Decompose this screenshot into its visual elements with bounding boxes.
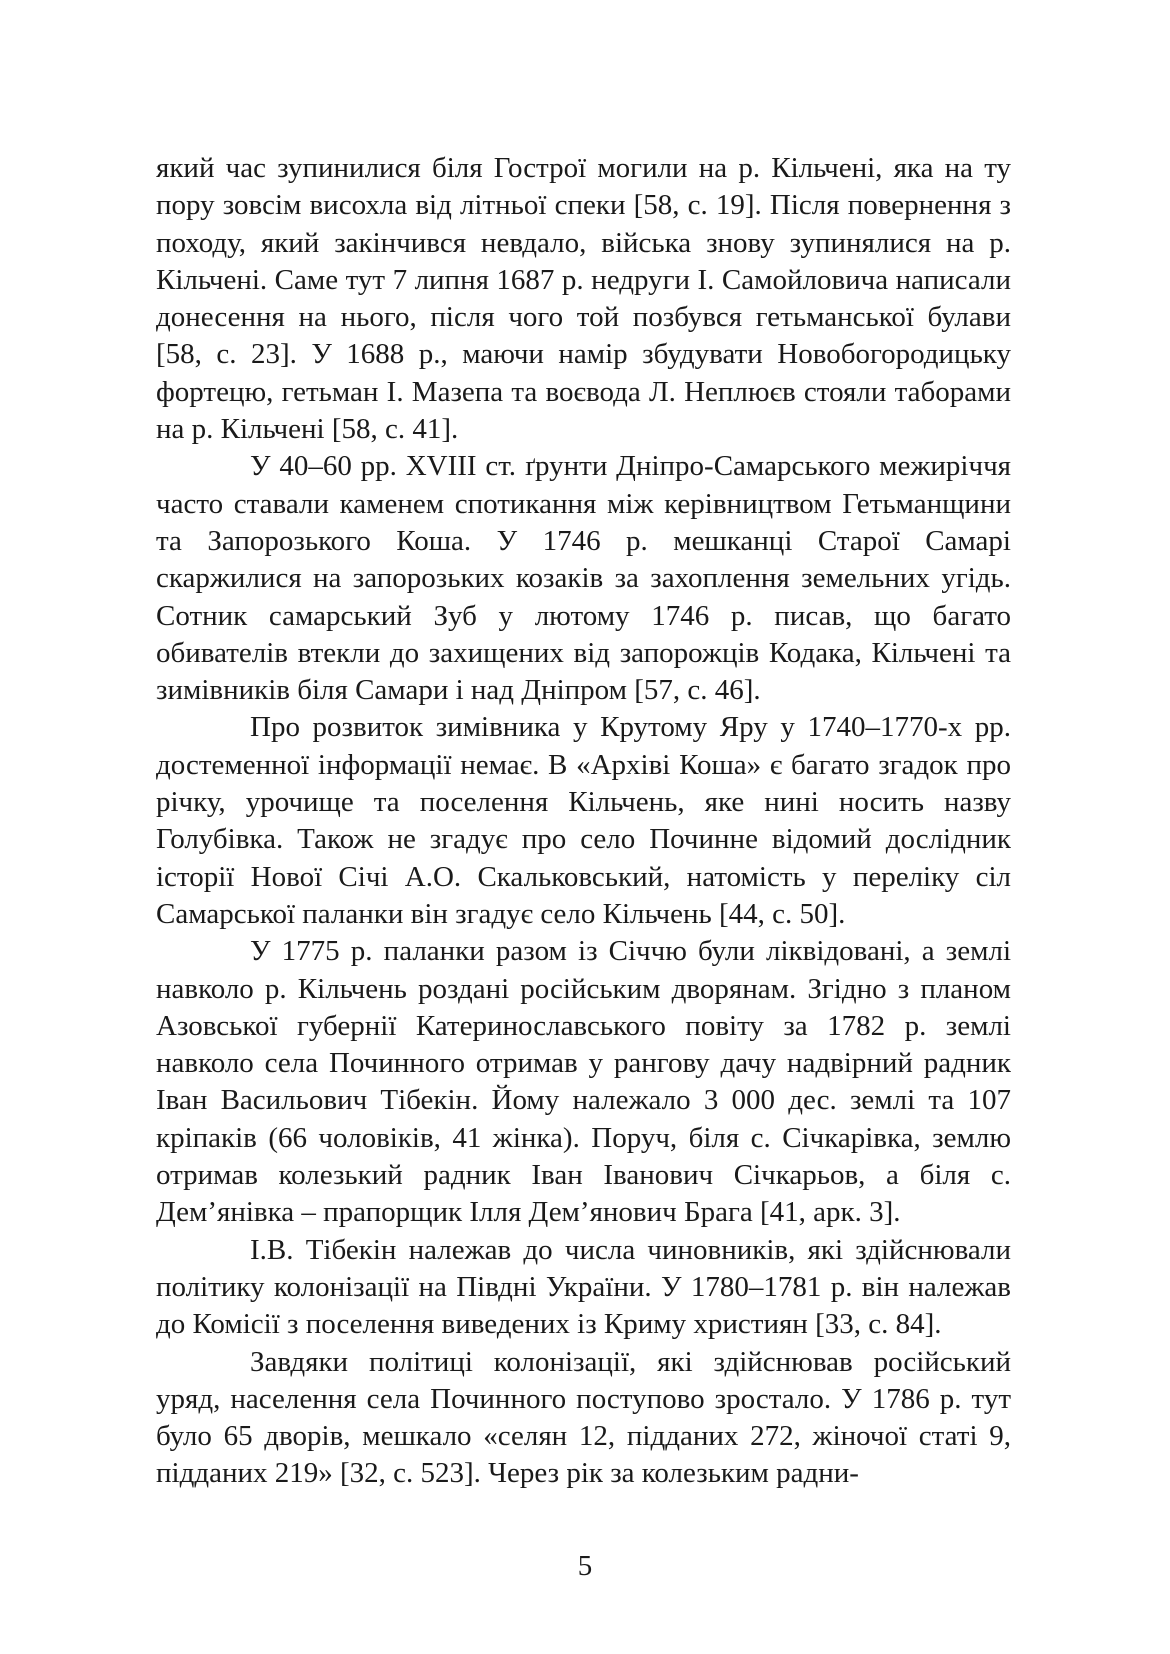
paragraph: У 40–60 рр. XVIII ст. ґрунти Дніпро-Самарського межиріччя часто ставали каменем спотикання між керівництвом Гетьманщини та Запорозького Коша. У 1746 р. мешканці Старої Самарі скаржилися на запорозьких козаків за захоплення земельних угідь. Сотник самарський Зуб у лютому 1746 р. писав, що багато обивателів втекли до захищених від запорожців Кодака, Кільчені та зимівників біля Самари і над Дніпром [57, с. 46]. xyxy=(156,450,1011,707)
paragraph: І.В. Тібекін належав до числа чиновників, які здійснювали політику колонізації на Півдні України. У 1780–1781 р. він належав до Комісії з поселення виведених із Криму християн [33, с. 84]. xyxy=(156,1233,1011,1341)
page-number: 5 xyxy=(577,1550,593,1582)
paragraph-continued: який час зупинилися біля Гострої могили на р. Кільчені, яка на ту пору зовсім висохла від літньої спеки [58, с. 19]. Після повернення з походу, який закінчився невдало, війська знову зупинялися на р. Кільчені. Саме тут 7 липня 1687 р. недруги І. Самойловича написали донесення на нього, після чого той позбувся гетьманської булави [58, с. 23]. У 1688 р., маючи намір збудувати Новобогородицьку фортецю, гетьман І. Мазепа та воєвода Л. Неплюєв стояли таборами на р. Кільчені [58, с. 41]. xyxy=(156,152,1011,446)
paragraph: Про розвиток зимівника у Крутому Яру у 1740–1770-х рр. достеменної інформації немає. В «Архіві Коша» є багато згадок про річку, урочище та поселення Кільчень, яке нині носить назву Голубівка. Також не згадує про село Починне відомий дослідник історії Нової Січі А.О. Скальковський, натомість у переліку сіл Самарської паланки він згадує село Кільчень [44, с. 50]. xyxy=(156,711,1011,930)
body-text xyxy=(156,150,1011,1493)
paragraph: Завдяки політиці колонізації, які здійснював російський уряд, населення села Починного поступово зростало. У 1786 р. тут було 65 дворів, мешкало «селян 12, підданих 272, жіночої статі 9, підданих 219» [32, с. 523]. Через рік за колезьким радни- xyxy=(156,1345,1011,1490)
paragraph: У 1775 р. паланки разом із Січчю були ліквідовані, а землі навколо р. Кільчень роздані російським дворянам. Згідно з планом Азовської губернії Катеринославського повіту за 1782 р. землі навколо села Починного отримав у рангову дачу надвірний радник Іван Васильович Тібекін. Йому належало 3 000 дес. землі та 107 кріпаків (66 чоловіків, 41 жінка). Поруч, біля с. Січкарівка, землю отримав колезький радник Іван Іванович Січкарьов, а біля с. Дем’янівка – прапорщик Ілля Дем’янович Брага [41, арк. 3]. xyxy=(156,935,1011,1229)
